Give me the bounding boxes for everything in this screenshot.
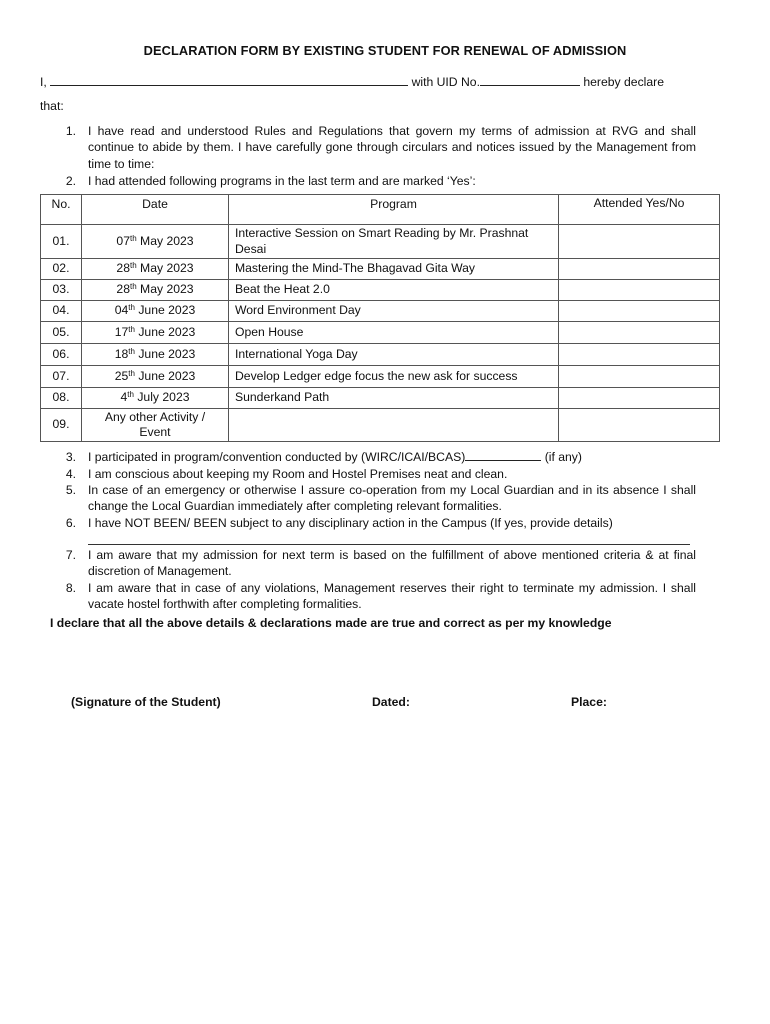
attended-cell[interactable] [559,366,720,388]
list-item: 2. I had attended following programs in the last term and are marked ‘Yes’: [65,174,476,188]
intro-line [40,74,664,89]
attended-cell[interactable] [559,409,720,442]
list-item: 7. I am aware that my admission for next term is based on the fulfillment of above mentioned criteria & at final discretion of Management. [65,548,696,579]
table-row: 05. 17th June 2023 Open House [41,322,720,344]
attended-cell[interactable] [559,225,720,259]
convention-blank[interactable] [465,449,541,461]
attended-cell[interactable] [559,280,720,301]
place-label: Place: [571,695,607,709]
attended-cell[interactable] [559,344,720,366]
table-row: 09. Any other Activity / Event [41,409,720,442]
attended-cell[interactable] [559,259,720,280]
table-row: 01. 07th May 2023 Interactive Session on Smart Reading by Mr. Prashnat Desai [41,225,720,259]
intro-line-2: that: [40,99,64,113]
programs-table [40,194,720,442]
list-item: 3. I participated in program/convention conducted by (WIRC/ICAI/BCAS) (if any) [65,450,582,464]
table-header-row [41,195,720,225]
attended-cell[interactable] [559,301,720,322]
intro-suffix: hereby declare [583,75,664,89]
form-title: DECLARATION FORM BY EXISTING STUDENT FOR RENEWAL OF ADMISSION [143,43,627,58]
header-program: Program [229,195,559,225]
name-blank[interactable] [50,74,408,86]
table-row: 02. 28th May 2023 Mastering the Mind-The Bhagavad Gita Way [41,259,720,280]
list-item: 4. I am conscious about keeping my Room and Hostel Premises neat and clean. [65,467,508,481]
table-row: 03. 28th May 2023 Beat the Heat 2.0 [41,280,720,301]
table-row: 04. 04th June 2023 Word Environment Day [41,301,720,322]
list-item: 5. In case of an emergency or otherwise I assure co-operation from my Local Guardian and in its absence I shall change the Local Guardian immediately after completing relevant formalities. [65,483,696,514]
uid-blank[interactable] [480,74,580,86]
header-date: Date [82,195,229,225]
table-row: 06. 18th June 2023 International Yoga Day [41,344,720,366]
signature-label: (Signature of the Student) [71,695,221,709]
list-item: 8. I am aware that in case of any violations, Management reserves their right to terminate my admission. I shall vacate hostel forthwith after completing formalities. [65,581,696,612]
attended-cell[interactable] [559,388,720,409]
intro-mid: with UID No. [411,75,480,89]
attended-cell[interactable] [559,322,720,344]
list-item: 1. I have read and understood Rules and Regulations that govern my terms of admission at RVG and shall continue to abide by them. I have carefully gone through circulars and notices issued by the Management from time to time: [65,124,696,171]
header-attended: Attended Yes/No [559,195,720,225]
dated-label: Dated: [372,695,410,709]
details-blank[interactable] [88,544,690,545]
table-row: 08. 4th July 2023 Sunderkand Path [41,388,720,409]
declaration-statement: I declare that all the above details & declarations made are true and correct as per my knowledge [50,616,612,630]
header-no: No. [41,195,82,225]
list-item: 6. I have NOT BEEN/ BEEN subject to any disciplinary action in the Campus (If yes, provide details) [65,516,613,530]
table-row: 07. 25th June 2023 Develop Ledger edge focus the new ask for success [41,366,720,388]
intro-prefix: I, [40,75,47,89]
